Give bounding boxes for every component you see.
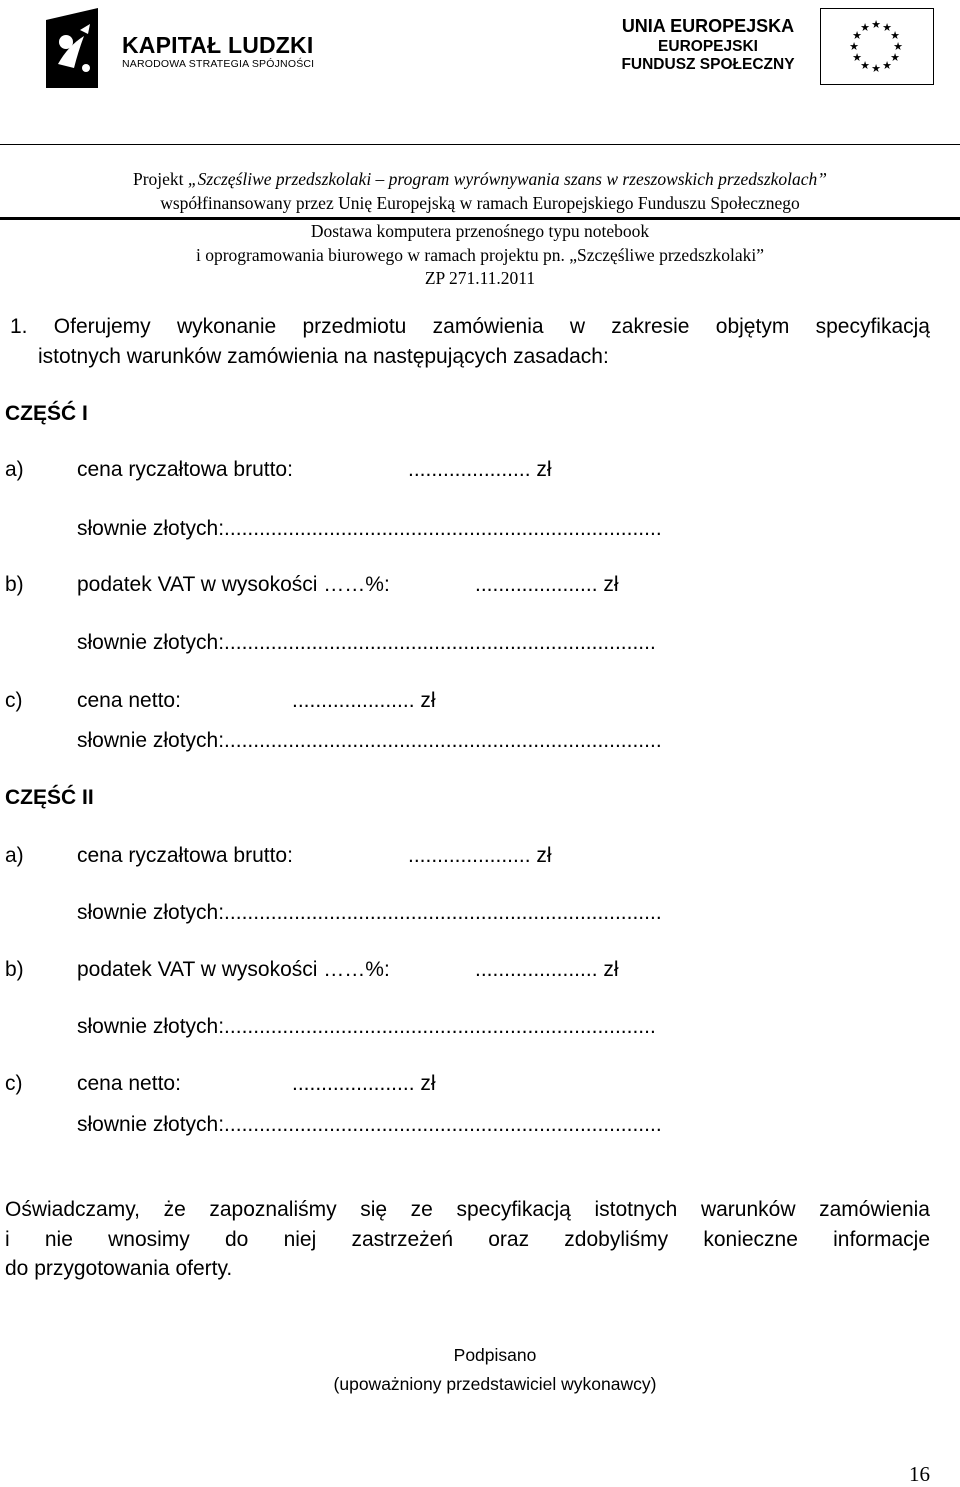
part2-c-letter: c) [5, 1072, 23, 1095]
statement-line1: Oświadczamy, że zapoznaliśmy się ze specyfikacją istotnych warunków zamówienia [5, 1198, 930, 1221]
part1-c-letter: c) [5, 689, 23, 712]
intro-line2: istotnych warunków zamówienia na następujących zasadach: [38, 345, 609, 368]
part1-a-value: ..................... zł [408, 458, 552, 481]
kapital-ludzki-subtitle: NARODOWA STRATEGIA SPÓJNOŚCI [122, 58, 315, 70]
part1-c-label: cena netto: [77, 689, 181, 712]
part2-b-value: ..................... zł [475, 958, 619, 981]
project-prefix: Projekt [132, 169, 188, 189]
eu-flag-icon [820, 8, 934, 85]
kapital-ludzki-logo-emblem [44, 6, 102, 95]
eu-logo-line1: UNIA EUROPEJSKA [621, 16, 795, 36]
part1-title: CZĘŚĆ I [5, 402, 88, 425]
svg-text:★: ★ [852, 51, 862, 64]
delivery-line1: Dostawa komputera przenośnego typu notebook [310, 221, 650, 241]
svg-text:★: ★ [890, 51, 900, 64]
cofinanced-line: współfinansowany przez Unię Europejską w ramach Europejskiego Funduszu Społecznego [160, 193, 800, 213]
part2-c-label: cena netto: [77, 1072, 181, 1095]
part2-b-label: podatek VAT w wysokości ……%: [77, 958, 390, 981]
statement-line3: do przygotowania oferty. [5, 1257, 233, 1280]
part2-b-letter: b) [5, 958, 24, 981]
kapital-ludzki-title: KAPITAŁ LUDZKI [122, 32, 314, 58]
part1-c-words: słownie złotych:........................................................................... [77, 729, 662, 752]
part2-a-label: cena ryczałtowa brutto: [77, 844, 293, 867]
header-rule-top [0, 144, 960, 145]
delivery-line2: i oprogramowania biurowego w ramach projektu pn. „Szczęśliwe przedszkolaki” [195, 245, 765, 265]
intro-line1: 1. Oferujemy wykonanie przedmiotu zamówienia w zakresie objętym specyfikacją [10, 315, 930, 338]
header-rule-bold [0, 217, 960, 220]
part1-a-label: cena ryczałtowa brutto: [77, 458, 293, 481]
part2-c-words: słownie złotych:........................................................................... [77, 1113, 662, 1136]
svg-text:★: ★ [871, 62, 881, 75]
svg-text:★: ★ [882, 59, 892, 72]
svg-text:★: ★ [890, 29, 900, 42]
signature-role: (upoważniony przedstawiciel wykonawcy) [333, 1374, 657, 1394]
signature-signed: Podpisano [453, 1345, 537, 1365]
svg-text:★: ★ [852, 29, 862, 42]
svg-text:★: ★ [893, 40, 903, 53]
part1-c-value: ..................... zł [292, 689, 436, 712]
svg-text:★: ★ [860, 59, 870, 72]
svg-text:★: ★ [860, 21, 870, 34]
eu-logo-line2: EUROPEJSKI [658, 38, 758, 55]
part2-c-value: ..................... zł [292, 1072, 436, 1095]
part1-b-letter: b) [5, 573, 24, 596]
project-title-line [0, 169, 960, 190]
page-number: 16 [909, 1462, 930, 1486]
part2-a-words: słownie złotych:........................................................................... [77, 901, 662, 924]
statement-line2: i nie wnosimy do niej zastrzeżeń oraz zdobyliśmy konieczne informacje [5, 1228, 930, 1251]
svg-text:★: ★ [871, 18, 881, 31]
svg-text:★: ★ [882, 21, 892, 34]
part1-b-value: ..................... zł [475, 573, 619, 596]
project-title: „Szczęśliwe przedszkolaki – program wyrównywania szans w rzeszowskich przedszkolach” [187, 169, 828, 189]
part2-a-letter: a) [5, 844, 24, 867]
part1-b-words: słownie złotych:.......................................................................... [77, 631, 656, 654]
part1-b-label: podatek VAT w wysokości ……%: [77, 573, 390, 596]
part2-title: CZĘŚĆ II [5, 786, 94, 809]
eu-logo-line3: FUNDUSZ SPOŁECZNY [621, 56, 795, 73]
part1-a-words: słownie złotych:........................................................................... [77, 517, 662, 540]
reference-number: ZP 271.11.2011 [424, 268, 536, 288]
part2-b-words: słownie złotych:.......................................................................... [77, 1015, 656, 1038]
svg-text:★: ★ [849, 40, 859, 53]
part1-a-letter: a) [5, 458, 24, 481]
part2-a-value: ..................... zł [408, 844, 552, 867]
